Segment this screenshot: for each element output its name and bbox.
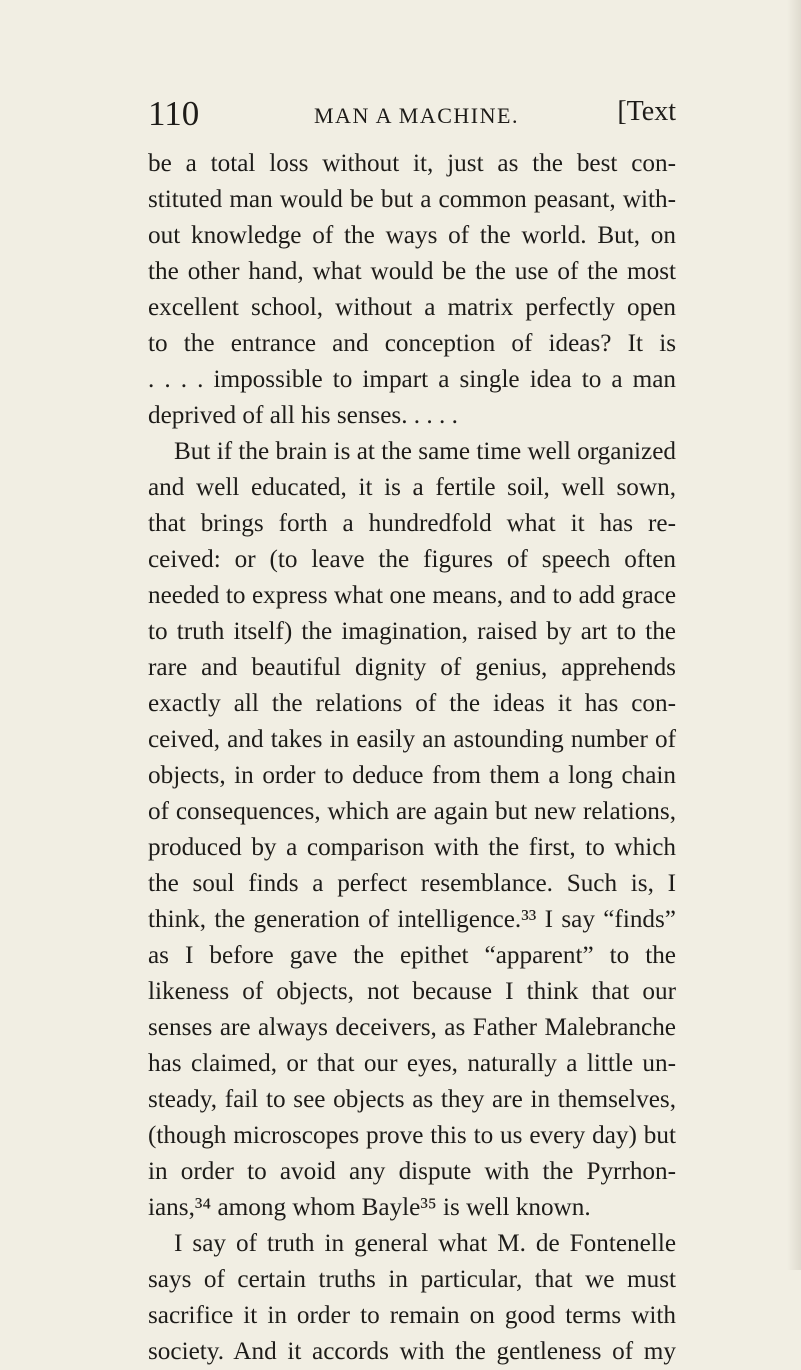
text-line: But if the brain is at the same time well organized: [174, 438, 676, 465]
text-line: as I before gave the epithet “apparent” to the: [148, 942, 676, 969]
page-number: 110: [148, 94, 200, 133]
text-line: ians,³⁴ among whom Bayle³⁵ is well known.: [148, 1194, 591, 1221]
text-line: to truth itself) the imagination, raised by art to the: [148, 618, 676, 645]
text-line: in order to avoid any dispute with the Pyrrhon-: [148, 1158, 676, 1185]
text-line: think, the generation of intelligence.³³ I say “finds”: [148, 906, 676, 933]
running-header: [148, 92, 676, 136]
text-line: ceived: or (to leave the figures of speech often: [148, 546, 676, 573]
text-line: I say of truth in general what M. de Fontenelle: [174, 1230, 676, 1257]
text-line: that brings forth a hundredfold what it has re-: [148, 510, 676, 537]
text-line: objects, in order to deduce from them a long chain: [148, 762, 676, 789]
text-line: and well educated, it is a fertile soil, well sown,: [148, 474, 676, 501]
text-line: needed to express what one means, and to add grace: [148, 582, 676, 609]
text-line: the other hand, what would be the use of the most: [148, 258, 676, 285]
text-line: sacrifice it in order to remain on good terms with: [148, 1302, 676, 1329]
text-line: of consequences, which are again but new relations,: [148, 798, 676, 825]
text-line: has claimed, or that our eyes, naturally a little un-: [148, 1050, 676, 1077]
body-text: [148, 146, 676, 1370]
text-line: the soul finds a perfect resemblance. Such is, I: [148, 870, 676, 897]
text-line: society. And it accords with the gentleness of my: [148, 1338, 676, 1365]
text-line: says of certain truths in particular, that we must: [148, 1266, 676, 1293]
text-line: deprived of all his senses. . . . .: [148, 402, 458, 429]
text-line: out knowledge of the ways of the world. But, on: [148, 222, 676, 249]
text-line: excellent school, without a matrix perfectly open: [148, 294, 676, 321]
running-title: MAN A MACHINE.: [314, 103, 519, 128]
text-line: (though microscopes prove this to us every day) but: [148, 1122, 676, 1149]
text-line: likeness of objects, not because I think that our: [148, 978, 676, 1005]
text-line: steady, fail to see objects as they are in themselves,: [148, 1086, 676, 1113]
text-line: exactly all the relations of the ideas it has con-: [148, 690, 676, 717]
page-edge-shadow: [787, 0, 801, 1270]
text-line: . . . . impossible to impart a single idea to a man: [148, 366, 676, 393]
text-line: rare and beautiful dignity of genius, apprehends: [148, 654, 676, 681]
text-line: ceived, and takes in easily an astounding number of: [148, 726, 676, 753]
running-header-right: [Text: [617, 96, 676, 127]
text-line: senses are always deceivers, as Father Malebranche: [148, 1014, 676, 1041]
text-line: stituted man would be but a common peasant, with-: [148, 186, 676, 213]
text-line: to the entrance and conception of ideas? It is: [148, 330, 676, 357]
text-line: be a total loss without it, just as the best con-: [148, 150, 676, 177]
text-line: produced by a comparison with the first, to which: [148, 834, 676, 861]
